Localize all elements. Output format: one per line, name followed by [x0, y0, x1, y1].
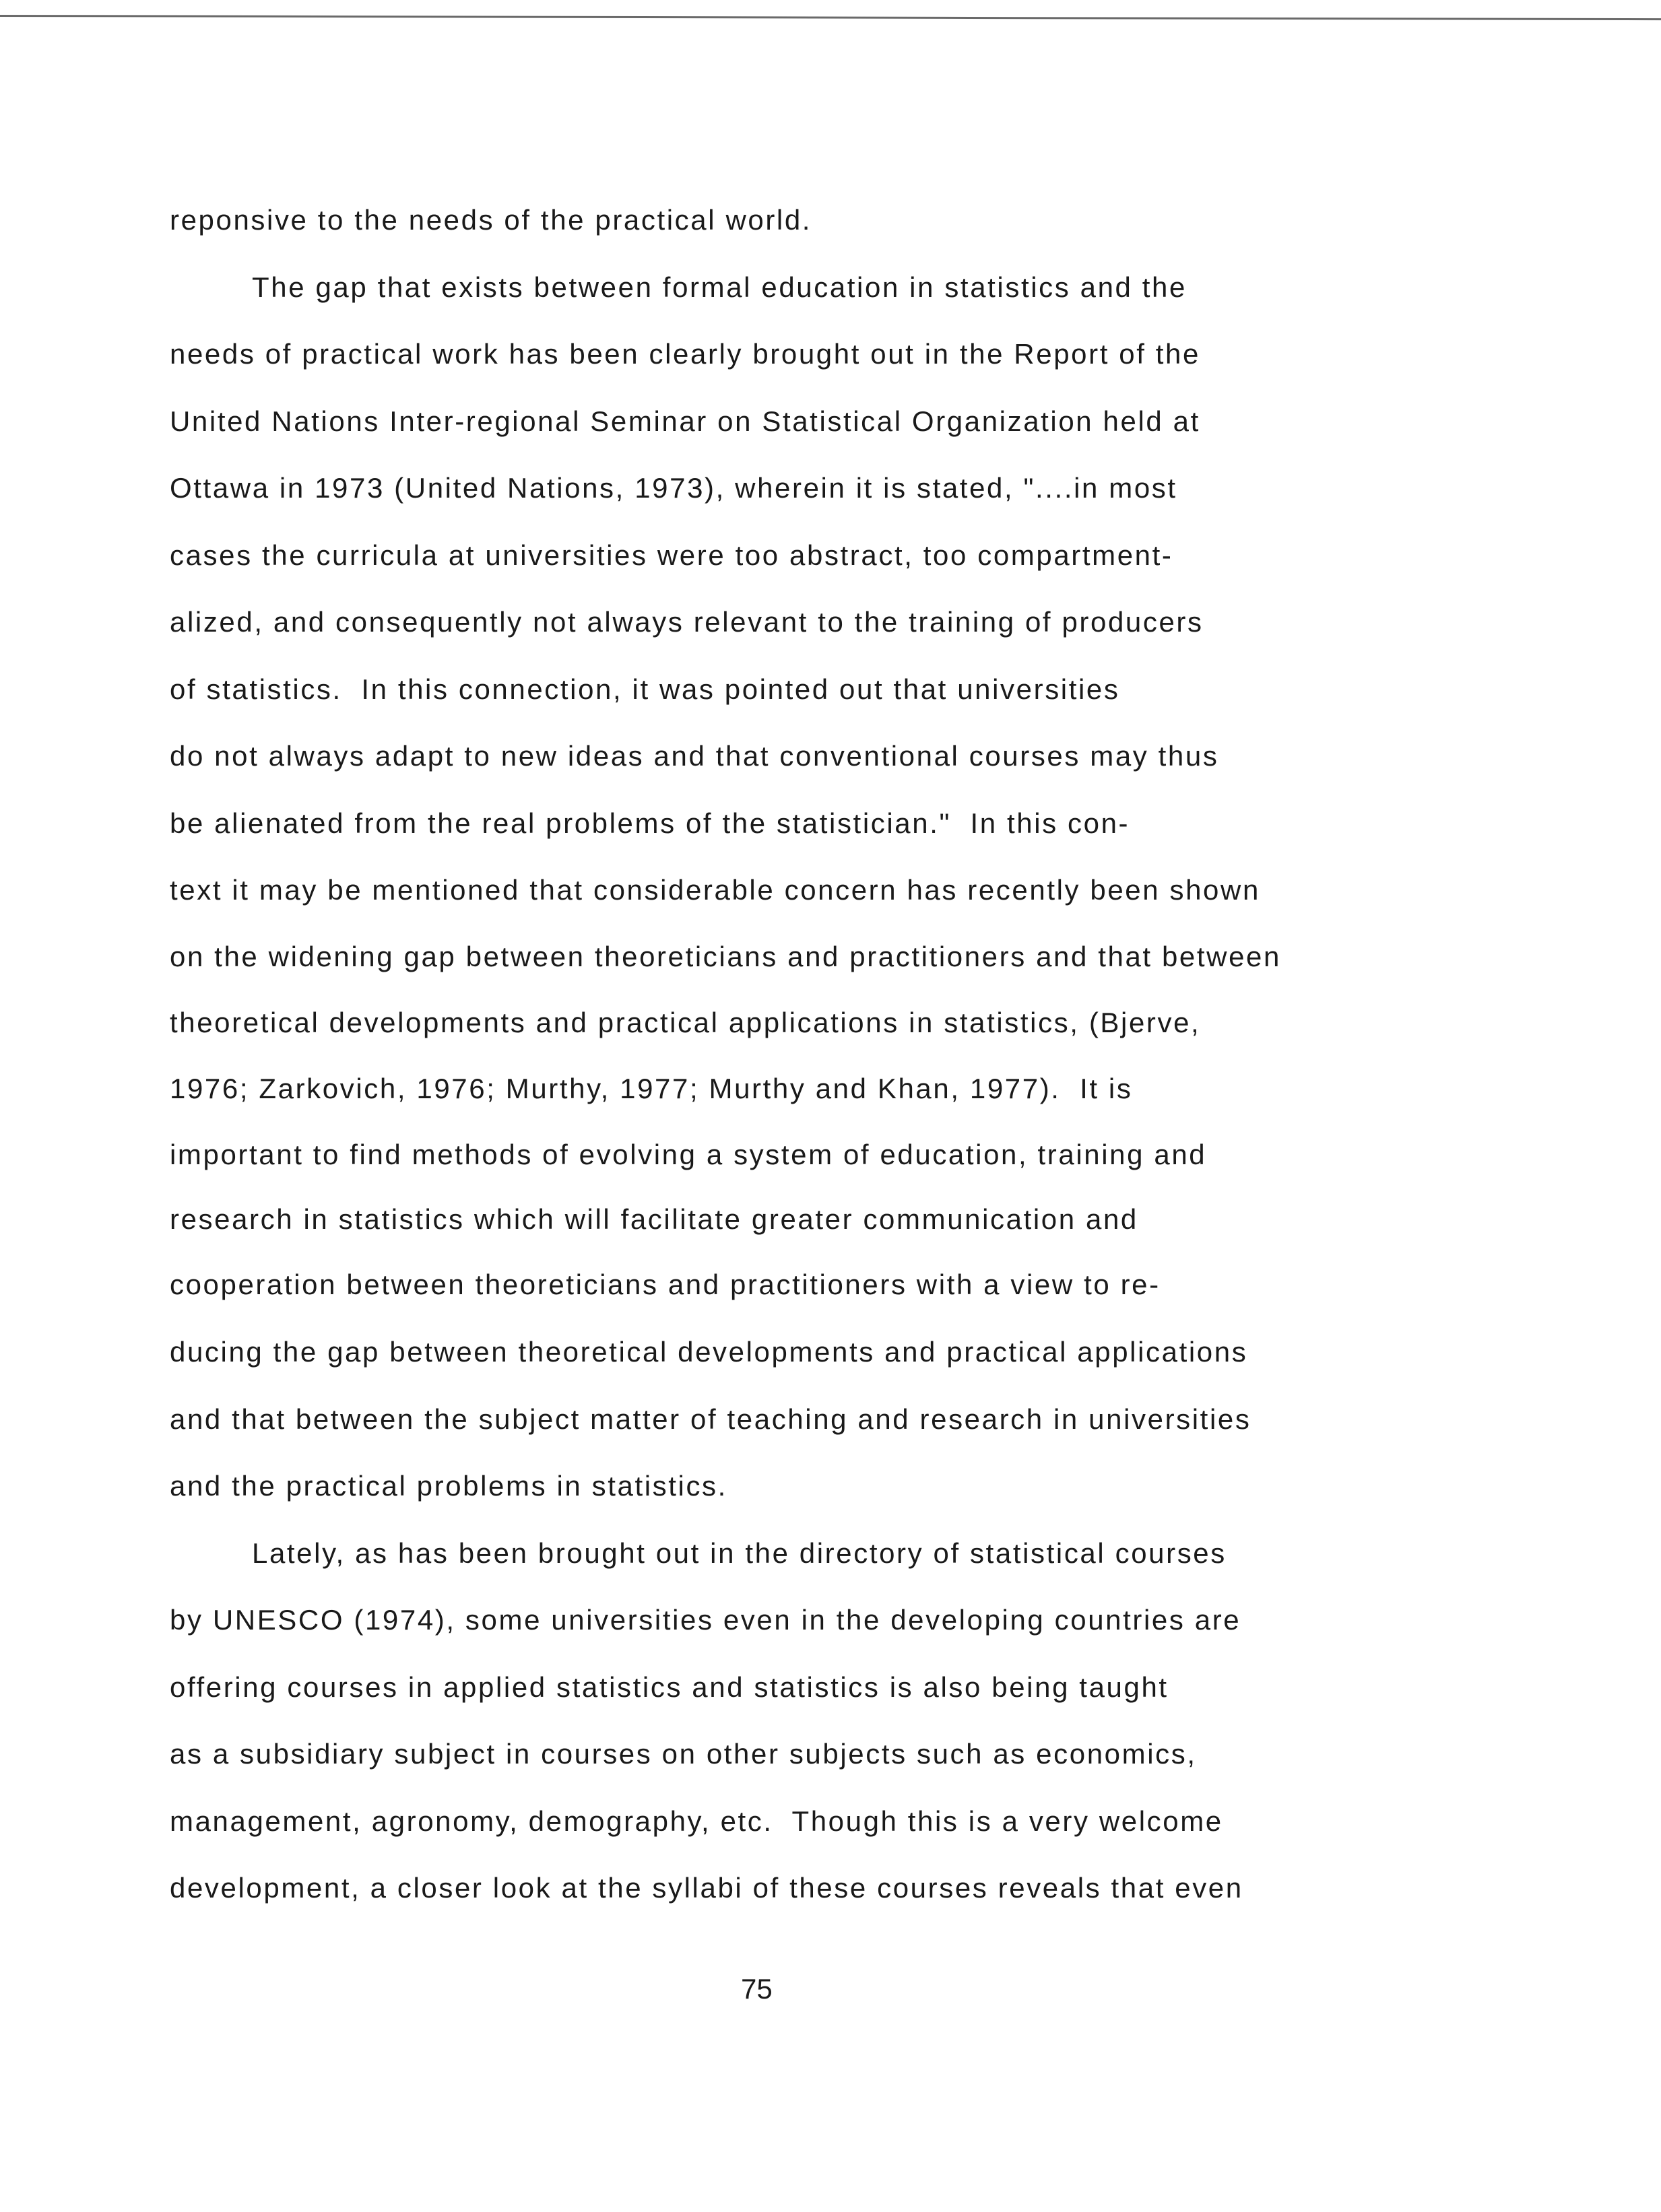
text-line: development, a closer look at the syllabi of these courses reveals that even: [170, 1872, 1243, 1904]
text-line: cooperation between theoreticians and practitioners with a view to re-: [170, 1269, 1161, 1300]
text-line: ducing the gap between theoretical developments and practical applications: [170, 1336, 1248, 1368]
text-line: be alienated from the real problems of the statistician." In this con-: [170, 807, 1130, 839]
text-line: do not always adapt to new ideas and that conventional courses may thus: [170, 740, 1219, 772]
text-line: by UNESCO (1974), some universities even in the developing countries are: [170, 1604, 1241, 1636]
text-line: on the widening gap between theoreticians and practitioners and that between: [170, 941, 1281, 972]
text-line: and the practical problems in statistics.: [170, 1470, 727, 1502]
text-line: important to find methods of evolving a system of education, training and: [170, 1139, 1207, 1170]
text-line: of statistics. In this connection, it was pointed out that universities: [170, 673, 1120, 705]
text-line: theoretical developments and practical applications in statistics, (Bjerve,: [170, 1007, 1201, 1038]
text-line: Ottawa in 1973 (United Nations, 1973), wherein it is stated, "....in most: [170, 472, 1177, 504]
text-line: 1976; Zarkovich, 1976; Murthy, 1977; Murthy and Khan, 1977). It is: [170, 1073, 1133, 1104]
text-line: needs of practical work has been clearly brought out in the Report of the: [170, 338, 1200, 370]
paragraph-start-line: Lately, as has been brought out in the directory of statistical courses: [252, 1537, 1227, 1569]
text-line: United Nations Inter-regional Seminar on Statistical Organization held at: [170, 405, 1200, 437]
text-line: reponsive to the needs of the practical world.: [170, 204, 812, 236]
text-line: alized, and consequently not always relevant to the training of producers: [170, 606, 1204, 638]
text-line: management, agronomy, demography, etc. Though this is a very welcome: [170, 1805, 1223, 1837]
text-line: text it may be mentioned that considerable concern has recently been shown: [170, 874, 1260, 906]
text-line: cases the curricula at universities were too abstract, too compartment-: [170, 539, 1173, 571]
scan-edge-rule: [0, 15, 1661, 20]
paragraph-start-line: The gap that exists between formal education in statistics and the: [252, 271, 1187, 303]
text-line: as a subsidiary subject in courses on other subjects such as economics,: [170, 1738, 1197, 1770]
text-line: research in statistics which will facilitate greater communication and: [170, 1203, 1138, 1235]
text-line: offering courses in applied statistics and statistics is also being taught: [170, 1671, 1169, 1703]
text-line: and that between the subject matter of teaching and research in universities: [170, 1403, 1251, 1435]
page-number: 75: [741, 1973, 773, 2005]
